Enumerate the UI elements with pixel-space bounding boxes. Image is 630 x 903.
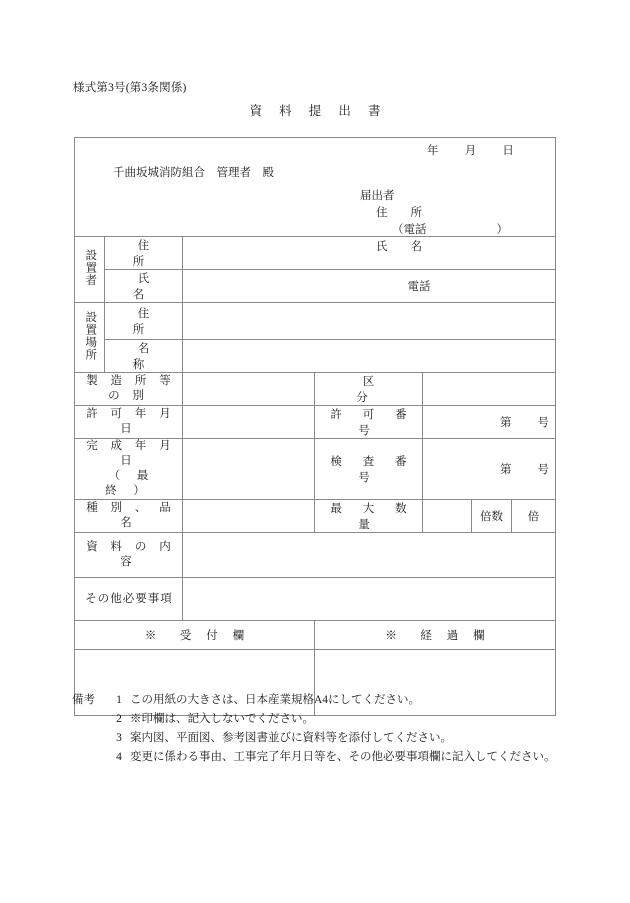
installer-name-label: 氏 名 <box>105 270 183 303</box>
permit-row <box>75 406 556 439</box>
category-field[interactable] <box>183 500 315 533</box>
location-address-field[interactable] <box>183 303 556 340</box>
progress-column-label: ※ 経 過 欄 <box>315 621 556 650</box>
facility-type-field[interactable] <box>183 373 315 406</box>
remark-number: 4 <box>116 751 122 763</box>
category-label: 種 別 、 品 名 <box>75 500 183 533</box>
remark-text: 案内図、平面図、参考図書並びに資料等を添付してください。 <box>130 732 452 744</box>
installer-name-field[interactable] <box>183 270 556 303</box>
permit-number-suffix: 号 <box>537 417 550 429</box>
filer-phone-line <box>360 222 508 239</box>
remark-item <box>72 729 556 748</box>
location-name-row <box>75 340 556 373</box>
filer-label: 届出者 <box>360 190 395 202</box>
facility-type-row <box>75 373 556 406</box>
other-matters-field[interactable] <box>183 578 556 621</box>
location-address-label: 住 所 <box>105 303 183 340</box>
inspection-number-suffix-group <box>500 461 549 477</box>
official-header-row <box>75 621 556 650</box>
material-content-label: 資 料 の 内 容 <box>75 533 183 578</box>
permit-number-suffix-group <box>500 414 549 430</box>
form-number: 様式第3号(第3条関係) <box>73 82 187 94</box>
remark-item <box>72 691 556 710</box>
max-quantity-label: 最 大 数 量 <box>315 500 423 533</box>
multiple-label: 倍数 <box>472 500 512 533</box>
filer-name-line <box>360 239 508 256</box>
filer-phone-label: （電話 <box>392 224 427 236</box>
location-group-label: 設置場所 <box>75 303 105 373</box>
other-matters-row <box>75 578 556 621</box>
remark-number: 1 <box>116 694 122 706</box>
remarks-section <box>72 691 556 767</box>
remark-number: 3 <box>116 732 122 744</box>
completion-date-field[interactable] <box>183 439 315 500</box>
filer-address-label: 住 所 <box>376 207 422 219</box>
completion-date-label <box>75 439 193 500</box>
header-cell <box>75 138 556 253</box>
header-row <box>75 138 556 237</box>
multiple-unit-cell: 倍 <box>512 500 556 533</box>
filer-block <box>360 188 508 256</box>
submission-date <box>427 142 514 158</box>
receipt-column-label: ※ 受 付 欄 <box>75 621 315 650</box>
location-name-label: 名 称 <box>105 340 183 373</box>
remark-number: 2 <box>116 713 122 725</box>
completion-date-sub: （ 最 終 ） <box>105 470 193 497</box>
permit-date-label: 許 可 年 月 日 <box>75 406 183 439</box>
permit-number-field[interactable] <box>423 406 556 439</box>
facility-type-label: 製 造 所 等 の 別 <box>75 373 183 406</box>
document-title: 資 料 提 出 書 <box>249 104 388 118</box>
inspection-number-label: 検 査 番 号 <box>315 439 423 500</box>
installer-group-label: 設置者 <box>75 237 105 303</box>
other-matters-label: その他必要事項 <box>75 578 183 621</box>
location-name-field[interactable] <box>183 340 556 373</box>
installer-phone-mark: 電話 <box>407 281 431 293</box>
category-row <box>75 500 556 533</box>
submission-form-table <box>74 137 556 716</box>
material-content-row <box>75 533 556 578</box>
permit-date-field[interactable] <box>183 406 315 439</box>
completion-row <box>75 439 556 500</box>
material-content-field[interactable] <box>183 533 556 578</box>
remarks-label: 備考 <box>72 694 95 706</box>
remark-item <box>72 748 556 767</box>
addressee-line: 千曲坂城消防組合 管理者 殿 <box>113 167 274 179</box>
location-address-row <box>75 303 556 340</box>
inspection-number-prefix: 第 <box>500 464 512 476</box>
filer-phone-close: ） <box>496 224 508 236</box>
filer-name-label: 氏 名 <box>376 241 422 253</box>
permit-number-prefix: 第 <box>500 417 512 429</box>
remark-text: ※印欄は、記入しないでください。 <box>130 713 314 725</box>
remark-item <box>72 710 556 729</box>
remark-text: 変更に係わる事由、工事完了年月日等を、その他必要事項欄に記入してください。 <box>130 751 556 763</box>
permit-number-label: 許 可 番 号 <box>315 406 423 439</box>
date-year-label: 年 <box>427 145 439 157</box>
division-label: 区 分 <box>315 373 423 406</box>
installer-name-row <box>75 270 556 303</box>
installer-address-label: 住 所 <box>105 237 183 270</box>
date-month-label: 月 <box>464 145 477 157</box>
filer-address-line <box>360 205 508 222</box>
date-day-label: 日 <box>502 145 515 157</box>
inspection-number-suffix: 号 <box>537 464 550 476</box>
completion-date-main: 完 成 年 月 日 <box>86 440 176 467</box>
remark-text: この用紙の大きさは、日本産業規格A4にしてください。 <box>130 694 421 706</box>
max-quantity-field[interactable] <box>423 500 472 533</box>
inspection-number-field[interactable] <box>423 439 556 500</box>
